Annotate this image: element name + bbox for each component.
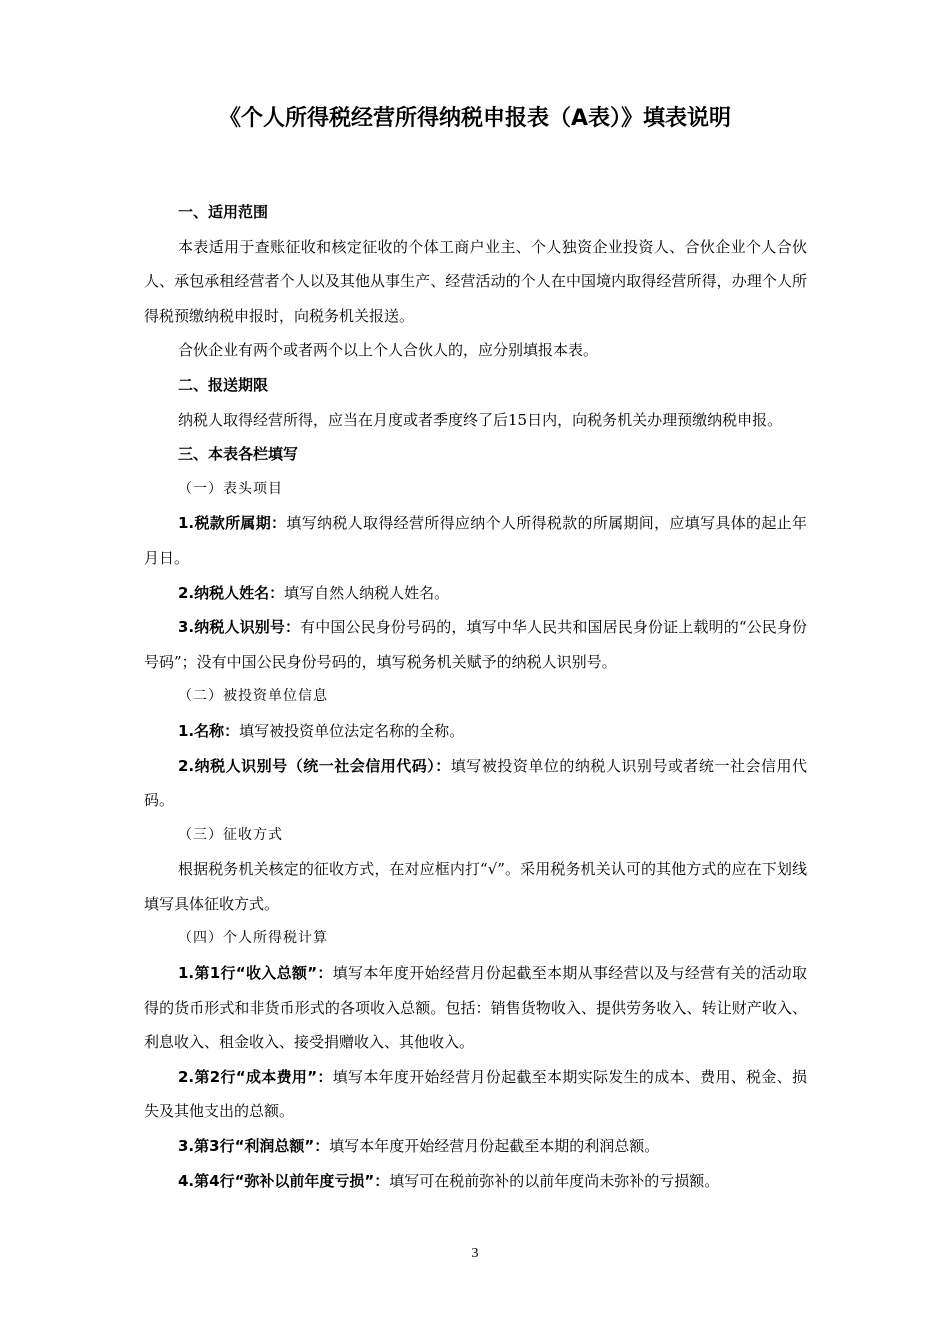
item-lead: 2.第2行“成本费用”： bbox=[178, 1067, 333, 1086]
item-lead: 1.第1行“收入总额”： bbox=[178, 964, 333, 983]
item-total-profit bbox=[144, 1129, 807, 1164]
paragraph-collection-method: 根据税务机关核定的征收方式，在对应框内打“√”。采用税务机关认可的其他方式的应在下划线填写具体征收方式。 bbox=[144, 860, 807, 913]
paragraph-partnership: 合伙企业有两个或者两个以上个人合伙人的，应分别填报本表。 bbox=[178, 341, 599, 360]
section-heading-scope: 一、适用范围 bbox=[178, 203, 269, 221]
item-text: 填写被投资单位法定名称的全称。 bbox=[239, 721, 465, 740]
item-taxpayer-id bbox=[144, 610, 807, 679]
item-entity-credit-code bbox=[144, 749, 807, 818]
item-taxpayer-name bbox=[144, 576, 807, 611]
subheading-invested-entity: （二）被投资单位信息 bbox=[178, 688, 328, 705]
item-lead: 1.名称： bbox=[178, 721, 240, 740]
item-lead: 2.纳税人姓名： bbox=[178, 583, 285, 602]
item-text: 填写本年度开始经营月份起截至本期实际发生的成本、费用、税金、损失及其他支出的总额。 bbox=[144, 1067, 807, 1121]
item-lead: 3.纳税人识别号： bbox=[178, 618, 301, 637]
item-text: 填写本年度开始经营月份起截至本期从事经营以及与经营有关的活动取得的货币形式和非货币形式的各项收入总额。包括：销售货物收入、提供劳务收入、转让财产收入、利息收入、租金收入、接受捐赠收入、其他收入。 bbox=[144, 964, 807, 1052]
item-cost-expense bbox=[144, 1060, 807, 1129]
item-prior-loss bbox=[144, 1164, 807, 1199]
item-lead: 4.第4行“弥补以前年度亏损”： bbox=[178, 1171, 390, 1190]
item-total-income bbox=[144, 956, 807, 1060]
item-lead: 3.第3行“利润总额”： bbox=[178, 1137, 330, 1156]
item-text: 填写可在税前弥补的以前年度尚未弥补的亏损额。 bbox=[389, 1171, 720, 1190]
paragraph-scope: 本表适用于查账征收和核定征收的个体工商户业主、个人独资企业投资人、合伙企业个人合伙人、承包承租经营者个人以及其他从事生产、经营活动的个人在中国境内取得经营所得，办理个人所得税预缴纳税申报时，向税务机关报送。 bbox=[144, 237, 807, 325]
document-title: 《个人所得税经营所得纳税申报表（A表）》填表说明 bbox=[218, 106, 732, 131]
section-heading-deadline: 二、报送期限 bbox=[178, 375, 269, 394]
item-entity-name bbox=[144, 714, 807, 749]
section-heading-fields: 三、本表各栏填写 bbox=[178, 445, 299, 464]
document-body bbox=[144, 195, 807, 1198]
subheading-collection-method: （三）征收方式 bbox=[178, 826, 283, 843]
item-text: 有中国公民身份号码的，填写中华人民共和国居民身份证上载明的“公民身份号码”；没有中国公民身份号码的，填写税务机关赋予的纳税人识别号。 bbox=[144, 618, 807, 671]
item-text: 填写自然人纳税人姓名。 bbox=[284, 583, 450, 602]
item-lead: 1.税款所属期： bbox=[178, 514, 287, 533]
item-text: 填写被投资单位的纳税人识别号或者统一社会信用代码。 bbox=[144, 756, 807, 810]
subheading-header-items: （一）表头项目 bbox=[178, 480, 283, 497]
page-number: 3 bbox=[471, 1246, 479, 1261]
item-lead: 2.纳税人识别号（统一社会信用代码）： bbox=[178, 756, 451, 775]
subheading-tax-calculation: （四）个人所得税计算 bbox=[178, 930, 328, 947]
paragraph-deadline: 纳税人取得经营所得，应当在月度或者季度终了后15日内，向税务机关办理预缴纳税申报。 bbox=[178, 410, 783, 429]
item-tax-period bbox=[144, 506, 807, 575]
item-text: 填写本年度开始经营月份起截至本期的利润总额。 bbox=[329, 1137, 660, 1156]
item-text: 填写纳税人取得经营所得应纳个人所得税款的所属期间，应填写具体的起止年月日。 bbox=[144, 514, 807, 567]
